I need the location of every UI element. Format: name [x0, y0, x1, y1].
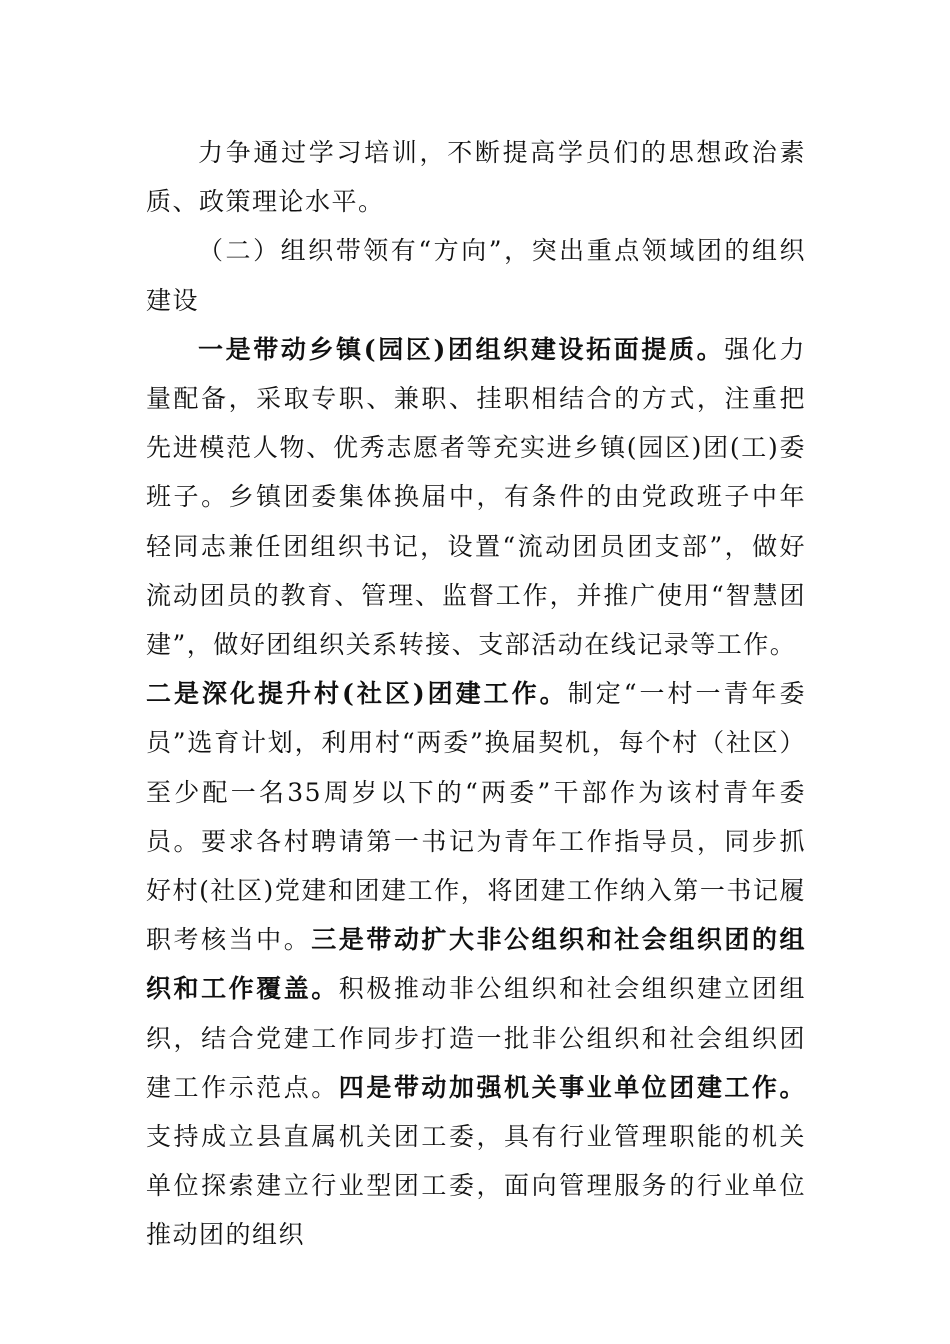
paragraph-village-text: 制定“一村一青年委员”选育计划，利用村“两委”换届契机，每个村（社区）至少配一名35周岁以下的“两委”干部作为该村青年委员。要求各村聘请第一书记为青年工作指导员，同步抓好村(社区)党建和团建工作，将团建工作纳入第一书记履职考核当中。 [146, 679, 806, 955]
bold-lead-nonpublic: 三是带动扩大非公组织和社会组织团的组织和工作覆盖。 [146, 925, 806, 1004]
paragraph-township-league [146, 325, 806, 669]
section-heading: （二）组织带领有“方向”，突出重点领域团的组织建设 [146, 236, 806, 315]
paragraph-agency-text: 支持成立县直属机关团工委，具有行业管理职能的机关单位探索建立行业型团工委，面向管理服务的行业单位推动团的组织 [146, 1122, 806, 1250]
paragraph-village-league [146, 669, 806, 1259]
paragraph-township-text: 强化力量配备，采取专职、兼职、挂职相结合的方式，注重把先进模范人物、优秀志愿者等充实进乡镇(园区)团(工)委班子。乡镇团委集体换届中，有条件的由党政班子中年轻同志兼任团组织书记，设置“流动团员团支部”，做好流动团员的教育、管理、监督工作，并推广使用“智慧团建”，做好团组织关系转接、支部活动在线记录等工作。 [146, 334, 806, 660]
bold-lead-township: 一是带动乡镇(园区)团组织建设拓面提质。 [198, 334, 725, 364]
paragraph-study-training: 力争通过学习培训，不断提高学员们的思想政治素质、政策理论水平。 [146, 138, 806, 217]
bold-lead-agency: 四是带动加强机关事业单位团建工作。 [338, 1072, 806, 1102]
paragraph-nonpublic-text: 积极推动非公组织和社会组织建立团组织，结合党建工作同步打造一批非公组织和社会组织团建工作示范点。 [146, 974, 806, 1102]
document-body [146, 128, 806, 1260]
bold-lead-village: 二是深化提升村(社区)团建工作。 [146, 679, 568, 709]
